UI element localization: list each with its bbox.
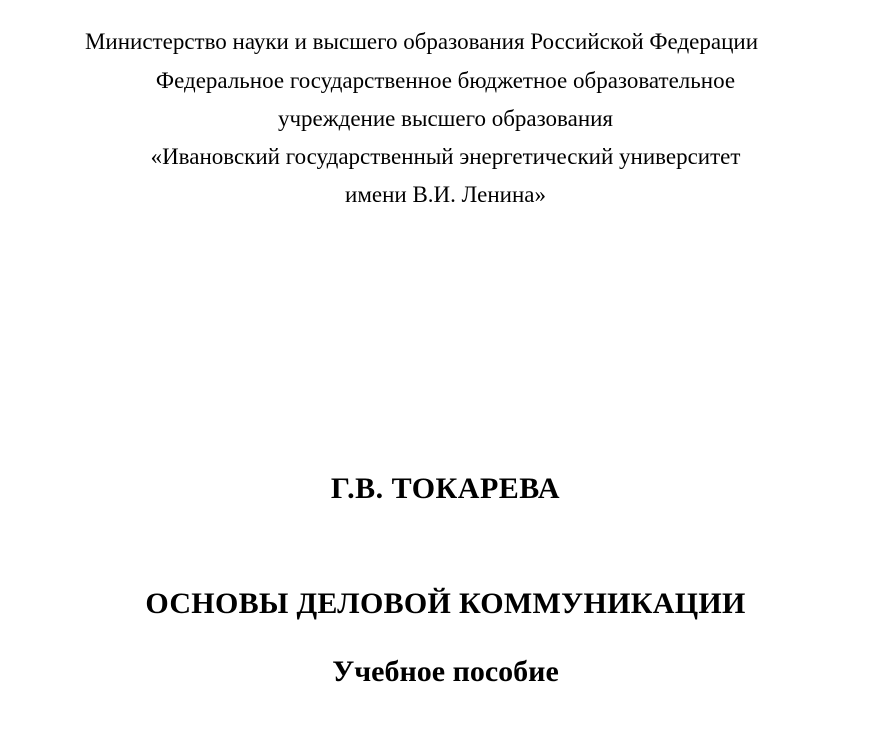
university-name-line-2: имени В.И. Ленина»: [345, 182, 546, 207]
document-subtitle: Учебное пособие: [332, 655, 559, 688]
author-name: Г.В. ТОКАРЕВА: [330, 472, 561, 505]
institution-type-line-2: учреждение высшего образования: [277, 106, 614, 131]
institution-type-line-1: Федеральное государственное бюджетное образовательное: [155, 68, 736, 93]
ministry-line: Министерство науки и высшего образования Российской Федерации: [84, 29, 759, 54]
university-name-line-1: «Ивановский государственный энергетический университет: [150, 144, 741, 169]
document-title: ОСНОВЫ ДЕЛОВОЙ КОММУНИКАЦИИ: [145, 587, 746, 620]
